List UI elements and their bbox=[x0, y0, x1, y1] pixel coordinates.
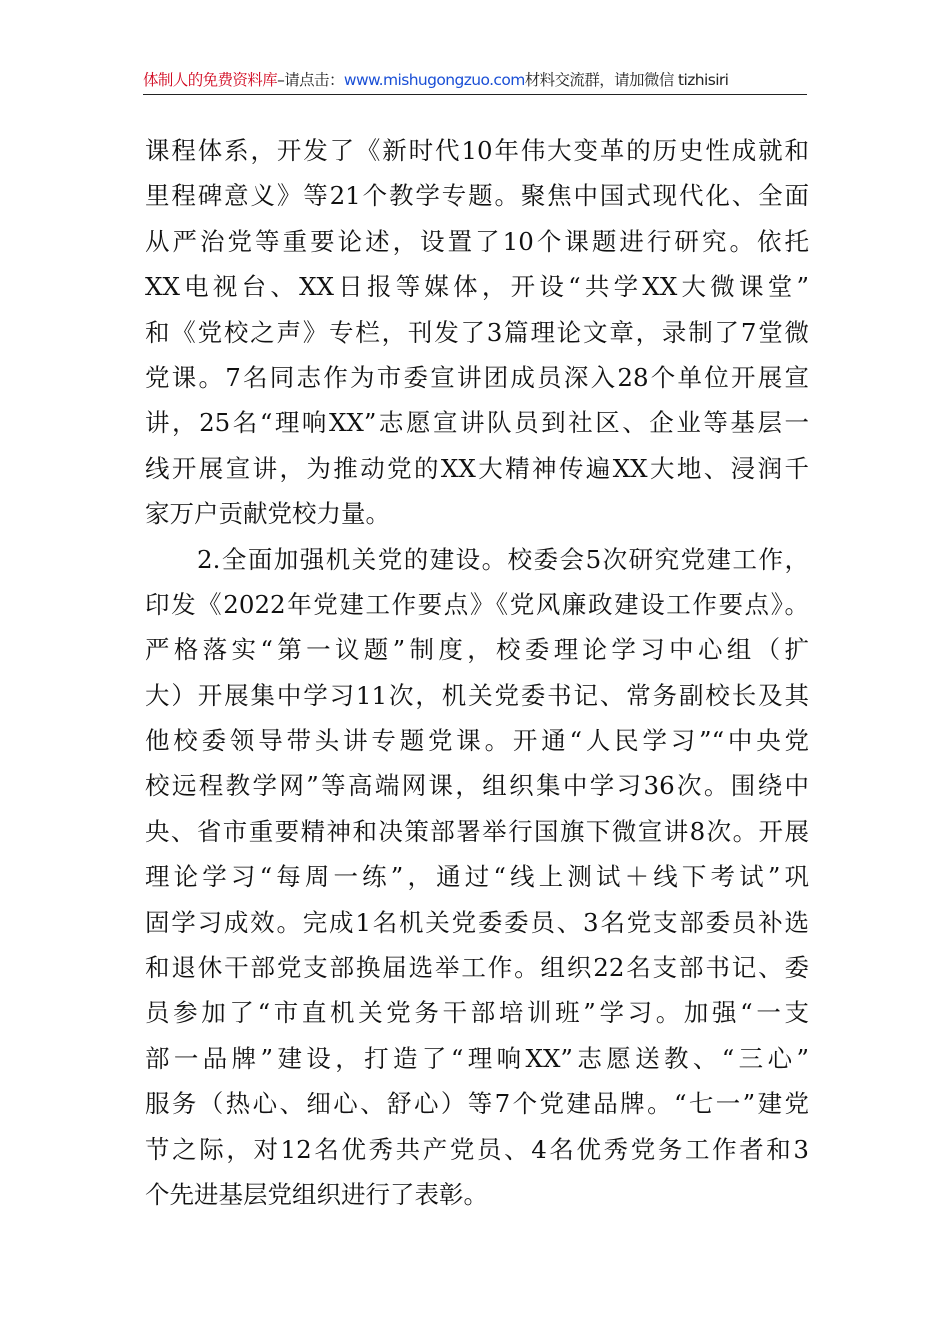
text-line: 课程体系，开发了《新时代10年伟大变革的历史性成就和 bbox=[145, 136, 809, 165]
page-header bbox=[143, 66, 807, 95]
text-line: 校远程教学网”等高端网课，组织集中学习36次。围绕中 bbox=[145, 771, 809, 801]
text-line: 服务（热心、细心、舒心）等7个党建品牌。“七一”建党 bbox=[145, 1089, 809, 1119]
text-line: 大）开展集中学习11次，机关党委书记、常务副校长及其 bbox=[145, 680, 809, 710]
text-line: 理论学习“每周一练”，通过“线上测试＋线下考试”巩 bbox=[145, 862, 809, 892]
text-line: 线开展宣讲，为推动党的XX大精神传遍XX大地、浸润千 bbox=[145, 453, 809, 483]
text-line: 节之际，对12名优秀共产党员、4名优秀党务工作者和3 bbox=[145, 1134, 809, 1164]
text-line: 2.全面加强机关党的建设。校委会5次研究党建工作， bbox=[197, 544, 809, 574]
text-line: 印发《2022年党建工作要点》《党风廉政建设工作要点》。 bbox=[145, 589, 809, 619]
text-line: 严格落实“第一议题”制度，校委理论学习中心组（扩 bbox=[145, 635, 809, 665]
header-contact-text: 材料交流群，请加微信 tizhisiri bbox=[524, 71, 729, 89]
text-line: 央、省市重要精神和决策部署举行国旗下微宣讲8次。开展 bbox=[145, 816, 809, 846]
text-line: 固学习成效。完成1名机关党委委员、3名党支部委员补选 bbox=[145, 907, 809, 937]
header-brand: 体制人的免费资料库 bbox=[143, 71, 278, 89]
text-line: 个先进基层党组织进行了表彰。 bbox=[145, 1179, 488, 1209]
text-line: 和《党校之声》专栏，刊发了3篇理论文章，录制了7堂微 bbox=[145, 317, 809, 347]
paragraph-2 bbox=[145, 537, 809, 1218]
text-line: 讲，25名“理响XX”志愿宣讲队员到社区、企业等基层一 bbox=[145, 408, 809, 438]
text-line: 部一品牌”建设，打造了“理响XX”志愿送教、“三心” bbox=[145, 1043, 809, 1073]
header-prompt: –请点击： bbox=[277, 71, 344, 89]
text-line: 党课。7名同志作为市委宣讲团成员深入28个单位开展宣 bbox=[145, 362, 809, 392]
document-body bbox=[145, 128, 809, 1217]
text-line: 从严治党等重要论述，设置了10个课题进行研究。依托 bbox=[145, 226, 809, 256]
text-line: 里程碑意义》等21个教学专题。聚焦中国式现代化、全面 bbox=[145, 181, 809, 211]
text-line: 和退休干部党支部换届选举工作。组织22名支部书记、委 bbox=[145, 953, 809, 983]
header-url-link[interactable]: www.mishugongzuo.com bbox=[343, 71, 525, 89]
paragraph-1 bbox=[145, 128, 809, 537]
text-line: 员参加了“市直机关党务干部培训班”学习。加强“一支 bbox=[145, 998, 809, 1028]
text-line: XX电视台、XX日报等媒体，开设“共学XX大微课堂” bbox=[145, 272, 809, 302]
text-line: 家万户贡献党校力量。 bbox=[145, 499, 390, 529]
text-line: 他校委领导带头讲专题党课。开通“人民学习”“中央党 bbox=[145, 726, 809, 756]
